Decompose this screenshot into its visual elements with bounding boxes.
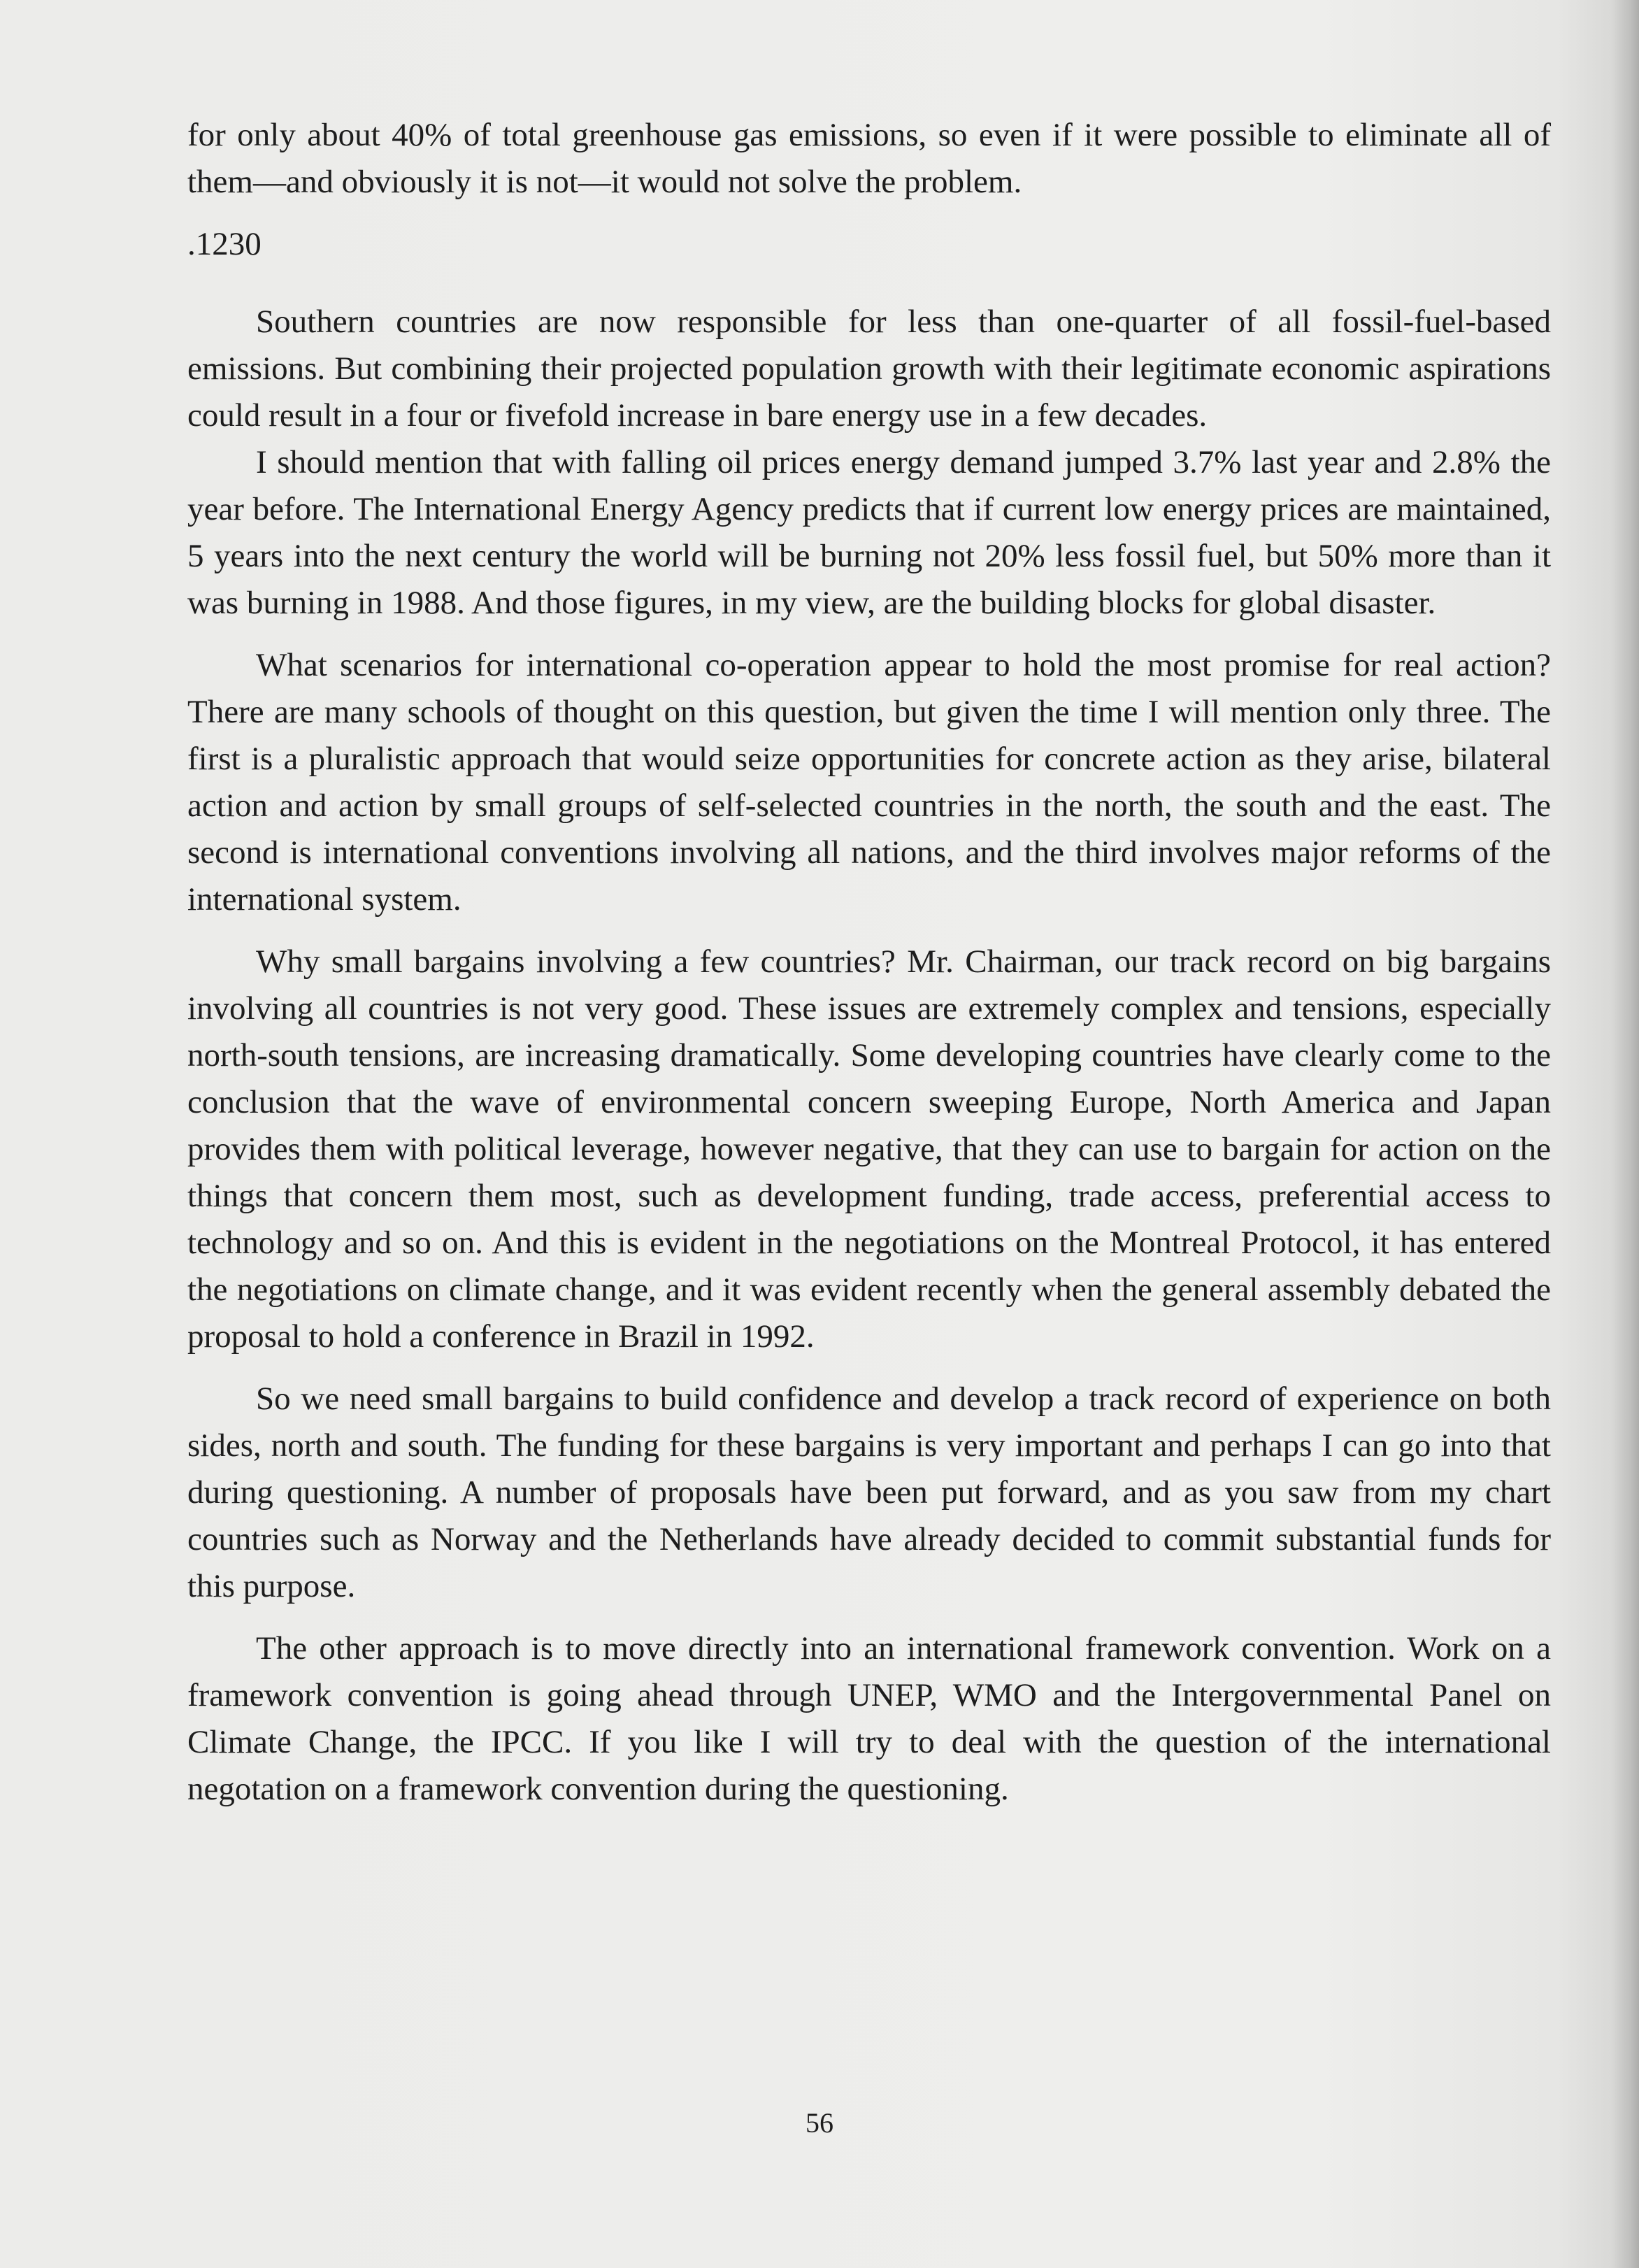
paragraph: I should mention that with falling oil prices energy demand jumped 3.7% last year and 2.8% the year before. The International Energy Agency predicts that if current low energy prices are maintained, 5 years into the next century the world will be burning not 20% less fossil fuel, but 50% more than it was burning in 1988. And those figures, in my view, are the building blocks for global disaster. bbox=[187, 444, 1551, 621]
time-marker: .1230 bbox=[187, 226, 262, 262]
paragraph: What scenarios for international co-operation appear to hold the most promise for real action? There are many schools of thought on this question, but given the time I will mention only three. The first is a pluralistic approach that would seize opportunities for concrete action as they arise, bilateral action and action by small groups of self-selected countries in the north, the south and the east. The second is international conventions involving all nations, and the third involves major reforms of the international system. bbox=[187, 647, 1551, 918]
page-edge-shadow bbox=[1611, 0, 1639, 2268]
paragraph: So we need small bargains to build confidence and develop a track record of experience on both sides, north and south. The funding for these bargains is very important and perhaps I can go into that during questioning. A number of proposals have been put forward, and as you saw from my chart countries such as Norway and the Netherlands have already decided to commit substantial funds for this purpose. bbox=[187, 1381, 1551, 1604]
paragraph: The other approach is to move directly into an international framework convention. Work on a framework convention is going ahead through UNEP, WMO and the Intergovernmental Panel on Climate Change, the IPCC. If you like I will try to deal with the question of the international negotation on a framework convention during the questioning. bbox=[187, 1630, 1551, 1807]
paragraph: Why small bargains involving a few countries? Mr. Chairman, our track record on big bargains involving all countries is not very good. These issues are extremely complex and tensions, especially north-south tensions, are increasing dramatically. Some developing countries have clearly come to the conclusion that the wave of environmental concern sweeping Europe, North America and Japan provides them with political leverage, however negative, that they can use to bargain for action on the things that concern them most, such as development funding, trade access, preferential access to technology and so on. And this is evident in the negotiations on the Montreal Protocol, it has entered the negotiations on climate change, and it was evident recently when the general assembly debated the proposal to hold a conference in Brazil in 1992. bbox=[187, 943, 1551, 1355]
page-number: 56 bbox=[806, 2107, 833, 2139]
document-body bbox=[187, 112, 1551, 1813]
paragraph-continued: for only about 40% of total greenhouse gas emissions, so even if it were possible to eliminate all of them—and obviously it is not—it would not solve the problem. bbox=[187, 117, 1551, 200]
paragraph: Southern countries are now responsible for less than one-quarter of all fossil-fuel-based emissions. But combining their projected population growth with their legitimate economic aspirations could result in a four or fivefold increase in bare energy use in a few decades. bbox=[187, 304, 1551, 434]
